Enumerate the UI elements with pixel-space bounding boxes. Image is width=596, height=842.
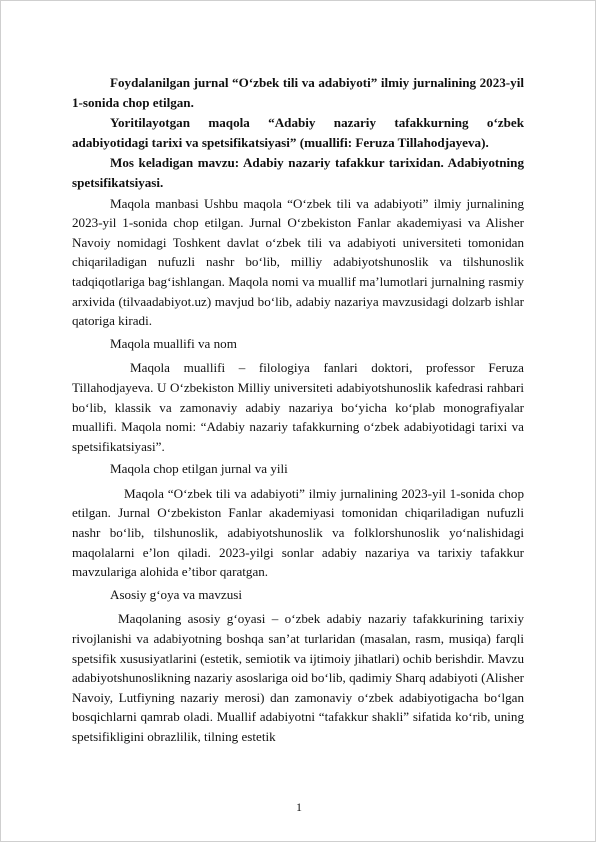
page-number: 1: [296, 800, 302, 814]
section-heading-main-idea: Asosiy g‘oya va mavzusi: [110, 586, 243, 602]
journal-source-paragraph: Foydalanilgan jurnal “O‘zbek tili va adabiyoti” ilmiy jurnalining 2023-yil 1-sonida chop etilgan.: [72, 75, 524, 110]
main-idea-paragraph: Maqolaning asosiy g‘oyasi – o‘zbek adabiy nazariy tafakkurining tarixiy rivojlanishi va adabiyotning boshqa san’at turlaridan (masalan, rasm, musiqa) farqli spetsifik xususiyatlarini (estetik, semiotik va ijtimoiy jihatlari) ochib berishdir. Mavzu adabiyotshunoslikning nazariy asoslariga oid bo‘lib, qadimiy Sharq adabiyoti (Alisher Navoiy, Lutfiyning nazariy merosi) dan zamonaviy o‘zbek adabiyotigacha bo‘lgan bosqichlarni qamrab oladi. Muallif adabiyotni “tafakkur shakli” sifatida ko‘rib, uning spetsifikligini obrazlilik, tilning estetik: [72, 611, 525, 744]
section-heading-author: Maqola muallifi va nom: [110, 335, 237, 351]
journal-paragraph: Maqola “O‘zbek tili va adabiyoti” ilmiy jurnalining 2023-yil 1-sonida chop etilgan. Jurnal O‘zbekiston Fanlar akademiyasi tomonidan chiqariladigan nufuzli nashr bo‘lib, tilshunoslik, adabiyotshunoslik va folklorshunoslik yo‘nalishidagi maqolalarni e’lon qiladi. 2023-yilgi sonlar adabiy nazariya va tarixiy tafakkur mavzulariga alohida e’tibor qaratgan.: [72, 485, 524, 580]
topic-paragraph: Mos keladigan mavzu: Adabiy nazariy tafakkur tarixidan. Adabiyotning spetsifikatsiyasi.: [72, 155, 524, 190]
author-paragraph: Maqola muallifi – filologiya fanlari doktori, professor Feruza Tillahodjayeva. U O‘zbekiston Milliy universiteti adabiyotshunoslik kafedrasi rahbari bo‘lib, klassik va zamonaviy adabiy nazariya bo‘yicha ko‘plab monografiyalar muallifi. Maqola nomi: “Adabiy nazariy tafakkurning o‘zbek adabiyotidagi tarixi va spetsifikatsiyasi”.: [72, 360, 524, 454]
article-title-paragraph: Yoritilayotgan maqola “Adabiy nazariy tafakkurning o‘zbek adabiyotidagi tarixi va spetsifikatsiyasi” (muallifi: Feruza Tillahodjayeva).: [72, 115, 524, 150]
document-body: [72, 73, 524, 747]
section-heading-journal: Maqola chop etilgan jurnal va yili: [110, 461, 288, 477]
article-source-paragraph: Maqola manbasi Ushbu maqola “O‘zbek tili va adabiyoti” ilmiy jurnalining 2023-yil 1-sonida chop etilgan. Jurnal O‘zbekiston Fanlar akademiyasi va Alisher Navoiy nomidagi Toshkent davlat o‘zbek tili va adabiyoti universiteti tomonidan chiqariladigan nufuzli nashr bo‘lib, milliy adabiyotshunoslik va tilshunoslik tadqiqotlariga bag‘ishlangan. Maqola nomi va muallif ma’lumotlari jurnalning rasmiy arxivida (tilvaadabiyot.uz) mavjud bo‘lib, adabiy nazariya mavzusidagi dolzarb ishlar qatoriga kiradi.: [72, 195, 524, 329]
